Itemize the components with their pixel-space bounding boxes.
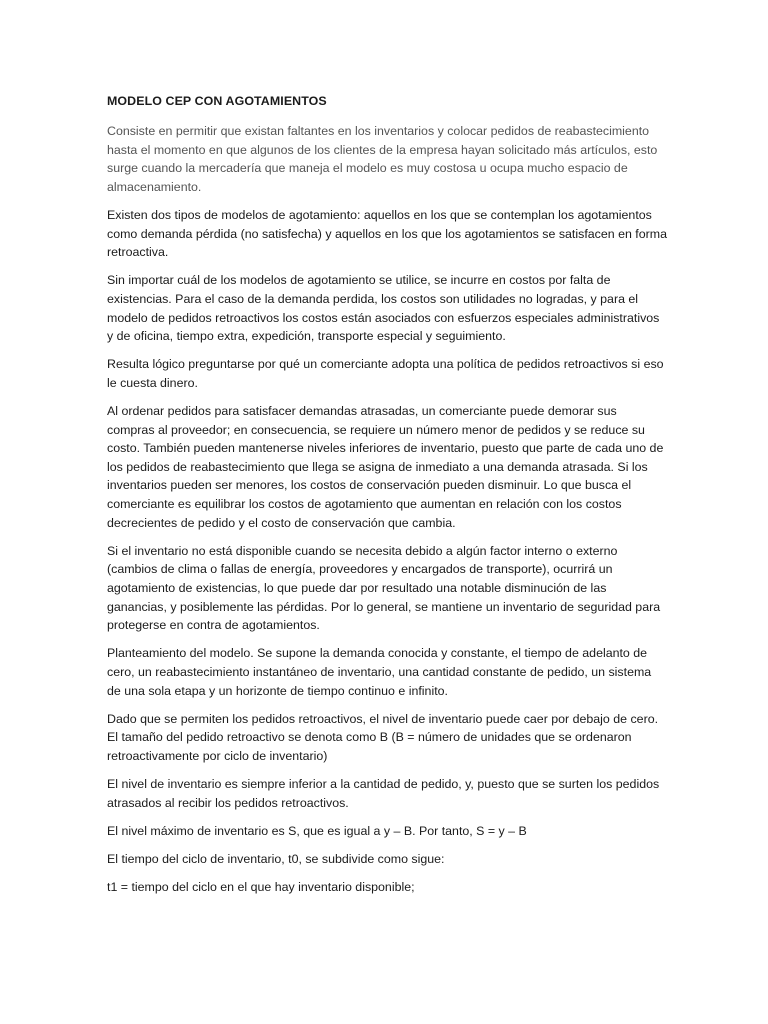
paragraph-cycle-time: El tiempo del ciclo de inventario, t0, se subdivide como sigue: (107, 852, 445, 867)
document-title: MODELO CEP CON AGOTAMIENTOS (107, 94, 327, 108)
paragraph-definition: Consiste en permitir que existan faltantes en los inventarios y colocar pedidos de reabastecimiento hasta el momento en que algunos de los clientes de la empresa hayan solicitado más artículos, esto surge cuando la mercadería que maneja el modelo es muy costosa u ocupa mucho espacio de almacenamiento. (107, 124, 658, 194)
paragraph-types: Existen dos tipos de modelos de agotamiento: aquellos en los que se contemplan los agotamientos como demanda pérdida (no satisfecha) y aquellos en los que los agotamientos se satisfacen en forma retroactiva. (107, 207, 667, 260)
paragraph-stockout: Si el inventario no está disponible cuando se necesita debido a algún factor interno o externo (cambios de clima o fallas de energía, proveedores y encargados de transporte), ocurrirá un agotamiento de existencias, lo que puede dar por resultado una notable disminución de las ganancias, y posiblemente las pérdidas. Por lo general, se mantiene un inventario de seguridad para protegerse en contra de agotamientos. (107, 543, 661, 633)
paragraph-costs: Sin importar cuál de los modelos de agotamiento se utilice, se incurre en costos por falta de existencias. Para el caso de la demanda perdida, los costos son utilidades no logradas, y para el modelo de pedidos retroactivos los costos están asociados con esfuerzos especiales administrativos y de oficina, tiempo extra, expedición, transporte especial y seguimiento. (107, 273, 660, 344)
paragraph-question: Resulta lógico preguntarse por qué un comerciante adopta una política de pedidos retroactivos si eso le cuesta dinero. (107, 357, 664, 390)
paragraph-inventory-level: El nivel de inventario es siempre inferior a la cantidad de pedido, y, puesto que se surten los pedidos atrasados al recibir los pedidos retroactivos. (107, 777, 660, 810)
document-body (107, 92, 667, 907)
paragraph-max-inventory: El nivel máximo de inventario es S, que es igual a y – B. Por tanto, S = y – B (107, 823, 527, 838)
paragraph-model-statement: Planteamiento del modelo. Se supone la demanda conocida y constante, el tiempo de adelanto de cero, un reabastecimiento instantáneo de inventario, una cantidad constante de pedido, un sistema de una sola etapa y un horizonte de tiempo continuo e infinito. (107, 646, 652, 698)
paragraph-backorder-benefits: Al ordenar pedidos para satisfacer demandas atrasadas, un comerciante puede demorar sus compras al proveedor; en consecuencia, se requiere un número menor de pedidos y se reduce su costo. También pueden mantenerse niveles inferiores de inventario, puesto que parte de cada uno de los pedidos de reabastecimiento que llega se asigna de inmediato a una demanda atrasada. Si los inventarios pueden ser menores, los costos de conservación pueden disminuir. Lo que busca el comerciante es equilibrar los costos de agotamiento que aumentan en relación con los costos decrecientes de pedido y el costo de conservación que cambia. (107, 404, 664, 530)
paragraph-backorder-size: Dado que se permiten los pedidos retroactivos, el nivel de inventario puede caer por debajo de cero. El tamaño del pedido retroactivo se denota como B (B = número de unidades que se ordenaron retroactivamente por ciclo de inventario) (107, 711, 659, 763)
paragraph-t1-definition: t1 = tiempo del ciclo en el que hay inventario disponible; (107, 880, 415, 895)
